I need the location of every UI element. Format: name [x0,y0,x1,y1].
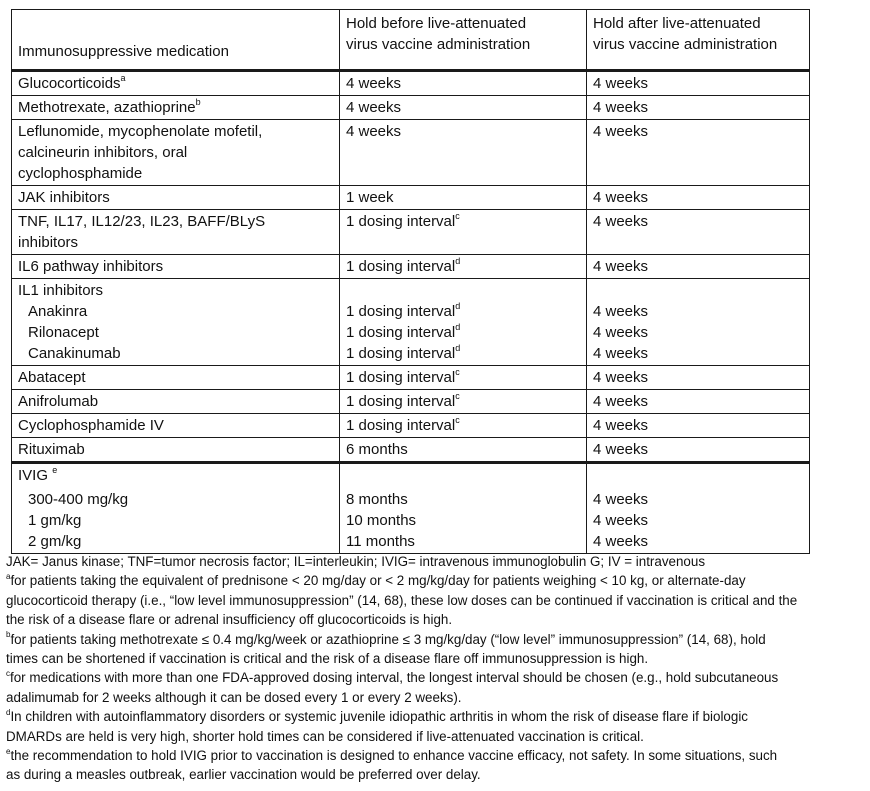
hold-before-cell: 1 dosing interval$^c$ [340,390,587,414]
sub-medication: Anakinra [28,303,88,320]
footnote-marker: c [455,211,460,221]
vaccine-hold-table [11,9,810,554]
hold-after-cell: 4 weeks [587,210,810,255]
hold-before-cell: 6 months [340,438,587,463]
footnote-e: $^e$the recommendation to hold IVIG prior to vaccination is designed to enhance vaccine efficacy, not safety. In some situations, such as during a measles outbreak, earlier vaccination would be preferred over delay. [6,746,778,783]
hold-before-cell: 1 dosing interval$^d$ 1 dosing interval$^d$ 1 dosing interval$^d$ [340,279,587,366]
header-medication: Immunosuppressive medication [12,10,340,71]
footnote-marker: b [195,97,201,107]
table-row [12,255,810,279]
abbreviations-note: JAK= Janus kinase; TNF=tumor necrosis factor; IL=interleukin; IVIG= intravenous immunoglobulin G; IV = intravenous [6,554,706,569]
medication-cell: TNF, IL17, IL12/23, IL23, BAFF/BLyS inhibitors [12,210,340,255]
hold-after-cell: 4 weeks [587,120,810,186]
table-row [12,279,810,366]
footnote-marker: c [455,367,460,377]
footnote-marker: e [52,465,58,475]
footnote-c: $^c$for medications with more than one FDA-approved dosing interval, the longest interval should be chosen (e.g., hold subcutaneous adalimumab for 2 weeks although it can be dosed every 1 or every 2 weeks). [6,668,779,705]
footnote-marker: a [120,73,126,83]
hold-after-cell: 4 weeks [587,186,810,210]
hold-before-cell: 8 months 10 months 11 months [340,463,587,554]
medication-cell: JAK inhibitors [12,186,340,210]
sub-medication: 300-400 mg/kg [28,491,129,508]
footnote-a: $^a$for patients taking the equivalent of prednisone < 20 mg/day or < 2 mg/kg/day for patients weighing < 10 kg, or alternate-day glucocorticoid therapy (i.e., “low level immunosuppression” (14, 68), these low doses can be continued if vaccination is critical and the the risk of a disease flare or adrenal insufficiency off glucocorticoids is high. [6,571,798,628]
hold-after-cell: 4 weeks 4 weeks 4 weeks [587,279,810,366]
medication-cell: Rituximab [12,438,340,463]
hold-before-cell: 1 week [340,186,587,210]
hold-after-cell: 4 weeks 4 weeks 4 weeks [587,463,810,554]
medication-cell: IVIG $^e$ 300-400 mg/kg 1 gm/kg 2 gm/kg [12,463,340,554]
hold-before-cell: 1 dosing interval$^c$ [340,414,587,438]
footnote-marker: d [455,322,461,332]
hold-after-cell: 4 weeks [587,96,810,120]
footnote-marker: c [455,391,460,401]
hold-before-cell: 1 dosing interval$^d$ [340,255,587,279]
header-hold-before: Hold before live-attenuated virus vaccine administration [340,10,587,71]
medication-cell: IL6 pathway inhibitors [12,255,340,279]
medication-cell: Abatacept [12,366,340,390]
table-row [12,210,810,255]
hold-before-cell: 1 dosing interval$^c$ [340,210,587,255]
hold-before-cell: 4 weeks [340,71,587,96]
footnote-marker: d [455,256,461,266]
hold-after-cell: 4 weeks [587,438,810,463]
sub-medication: 1 gm/kg [28,512,82,529]
footnotes [6,552,866,785]
footnote-marker: d [455,301,461,311]
medication-cell: Methotrexate, azathioprine$^b$ [12,96,340,120]
hold-after-cell: 4 weeks [587,390,810,414]
hold-after-cell: 4 weeks [587,366,810,390]
medication-cell: Glucocorticoids$^a$ [12,71,340,96]
hold-before-cell: 4 weeks [340,96,587,120]
hold-after-cell: 4 weeks [587,414,810,438]
hold-after-cell: 4 weeks [587,255,810,279]
table-row [12,71,810,96]
table-row [12,438,810,463]
header-hold-after: Hold after live-attenuated virus vaccine administration [587,10,810,71]
table-row [12,366,810,390]
table-row [12,390,810,414]
sub-medication: 2 gm/kg [28,533,82,550]
medication-cell: Cyclophosphamide IV [12,414,340,438]
hold-after-cell: 4 weeks [587,71,810,96]
table-row [12,186,810,210]
table-row [12,120,810,186]
hold-before-cell: 4 weeks [340,120,587,186]
medication-cell: IL1 inhibitors Anakinra Rilonacept Canakinumab [12,279,340,366]
footnote-b: $^b$for patients taking methotrexate ≤ 0.4 mg/kg/week or azathioprine ≤ 3 mg/kg/day (“low level” immunosuppression” (14, 68), hold times can be shortened if vaccination is critical and the risk of a disease flare off immunosuppression is high. [6,630,766,667]
table-row [12,463,810,554]
hold-before-cell: 1 dosing interval$^c$ [340,366,587,390]
sub-medication: Rilonacept [28,324,99,341]
footnote-marker: d [455,343,461,353]
table-row [12,96,810,120]
medication-cell: Leflunomide, mycophenolate mofetil, calcineurin inhibitors, oral cyclophosphamide [12,120,340,186]
footnote-d: $^d$In children with autoinflammatory disorders or systemic juvenile idiopathic arthritis in whom the risk of disease flare if biologic DMARDs are held is very high, shorter hold times can be considered if live-attenuated vaccination is critical. [6,707,748,744]
table-row [12,414,810,438]
medication-cell: Anifrolumab [12,390,340,414]
footnote-marker: c [455,415,460,425]
table-header-row [12,10,810,71]
sub-medication: Canakinumab [28,345,121,362]
